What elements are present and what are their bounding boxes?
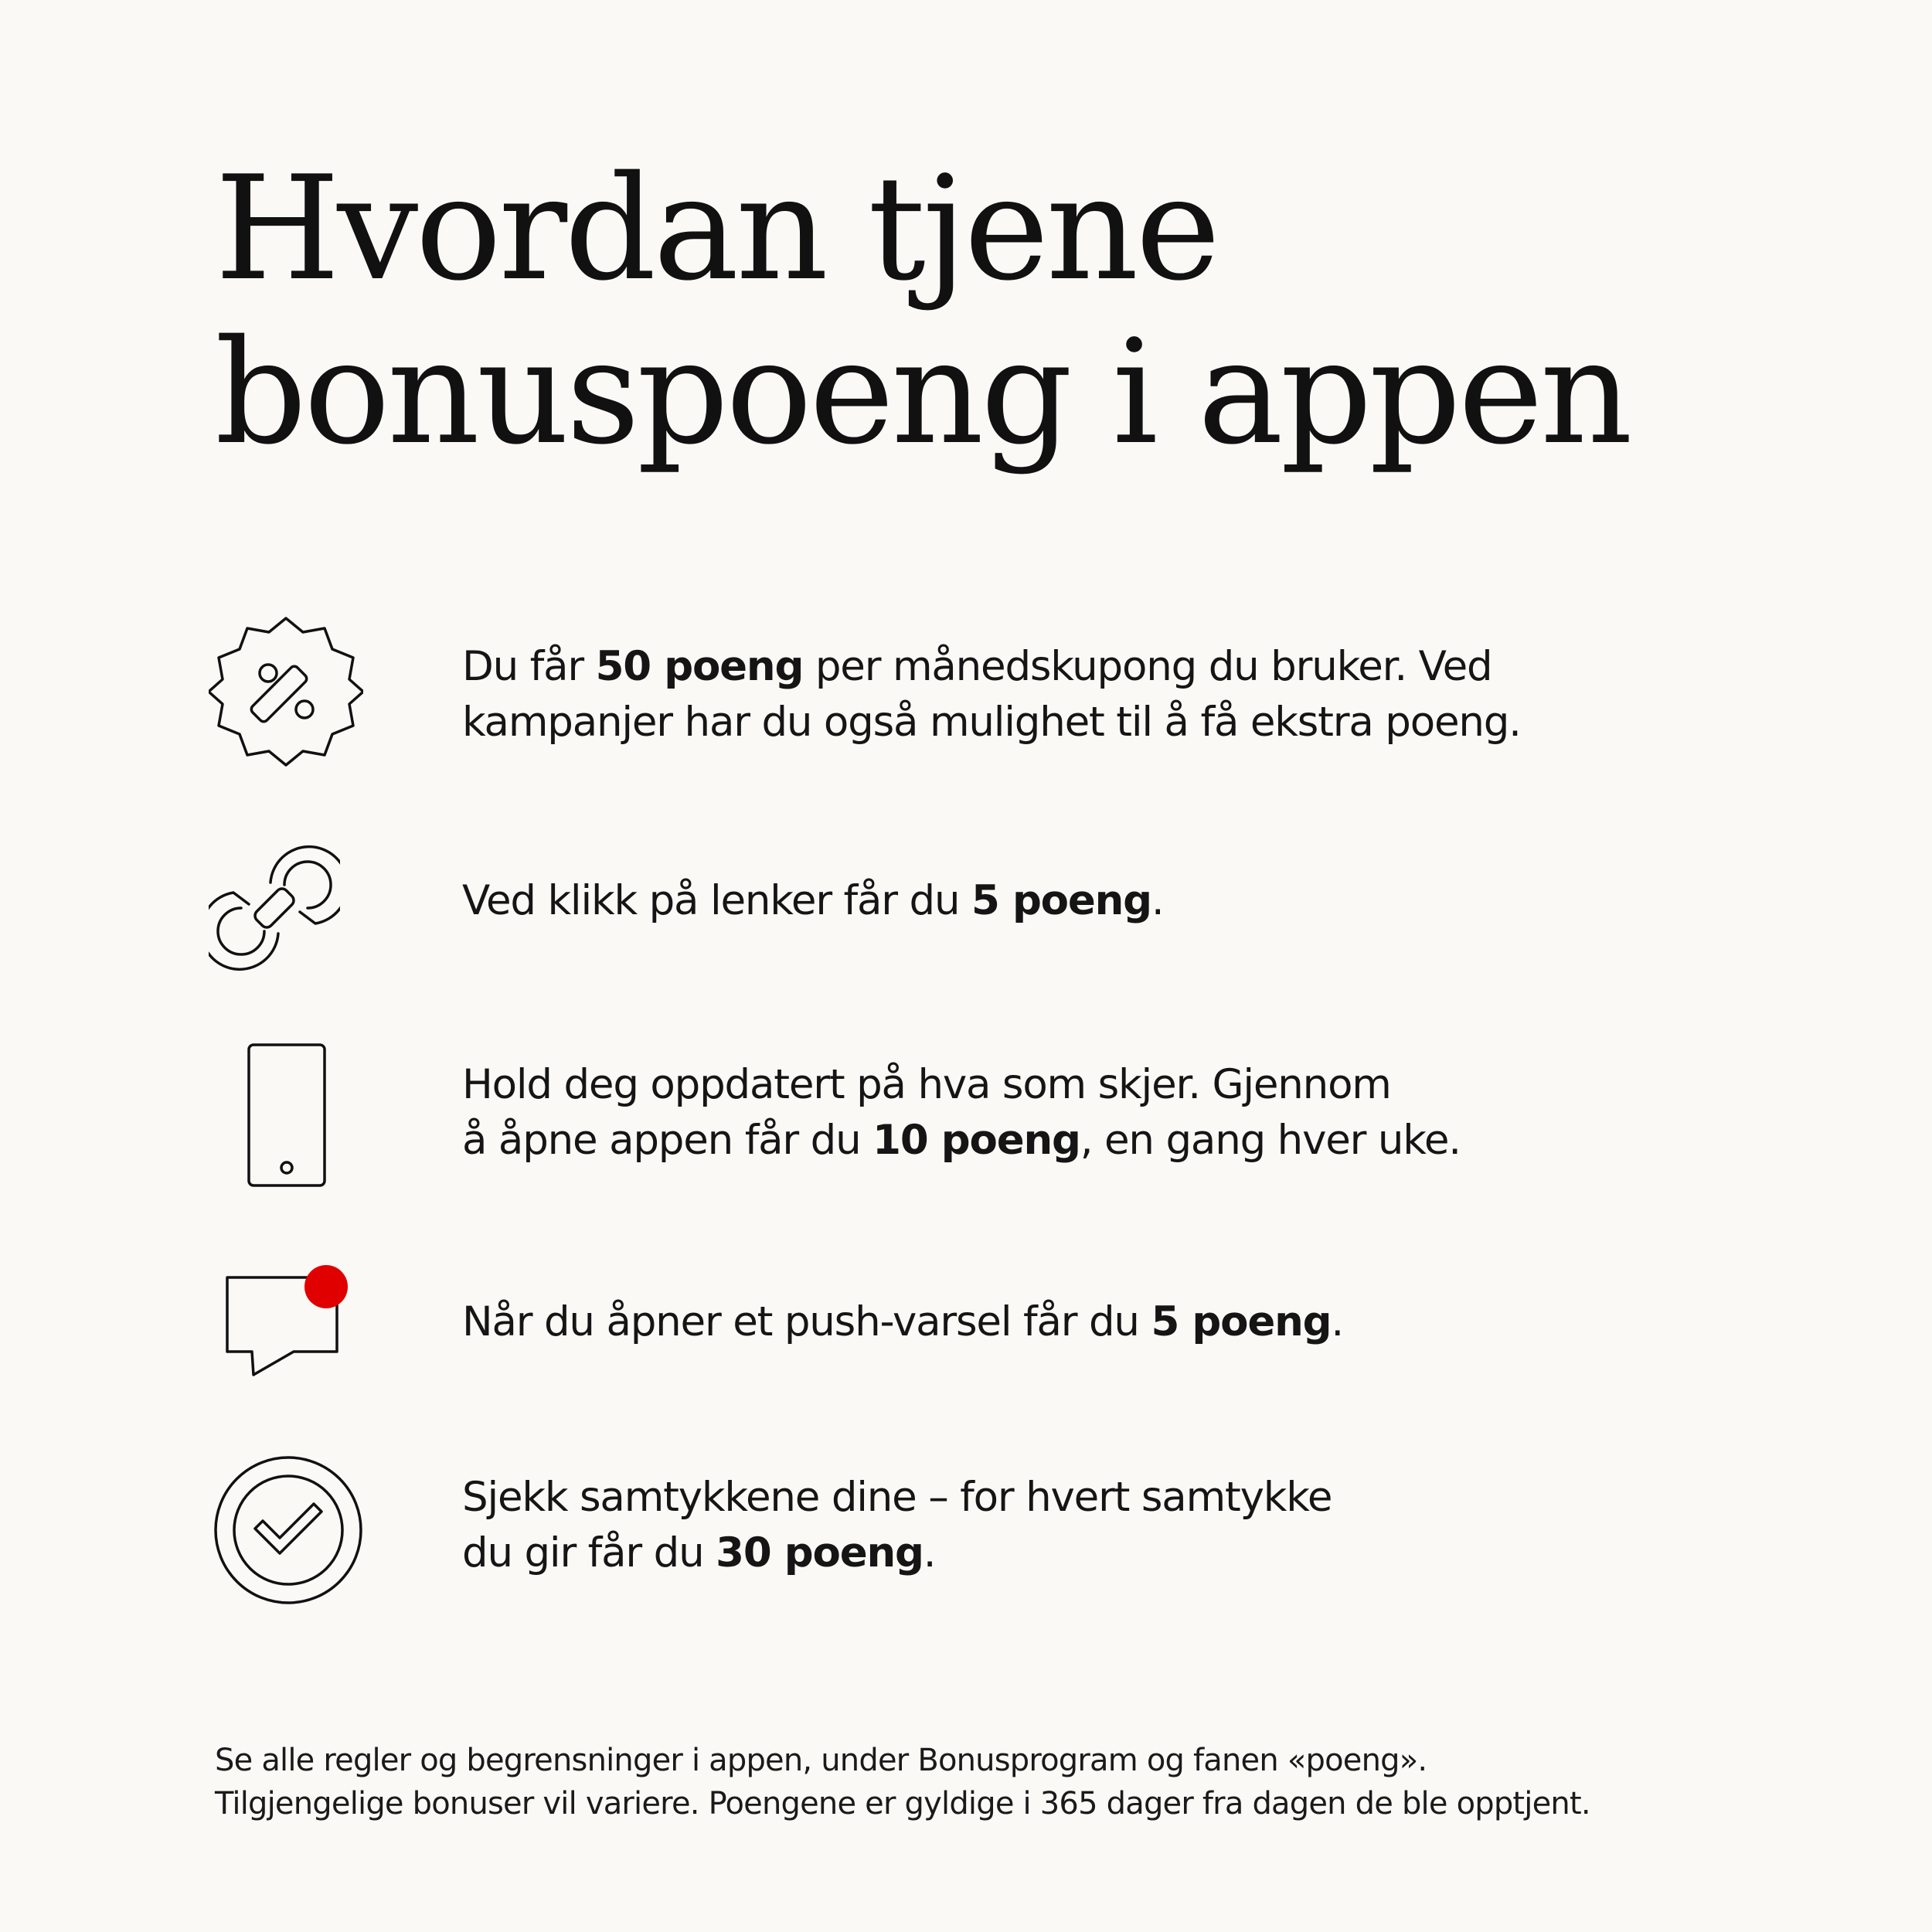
footer-line-1: Se alle regler og begrensninger i appen, under Bonusprogram og fanen «poeng».	[215, 1743, 1427, 1778]
bonus-item-push-text: Når du åpner et push-varsel får du 5 poeng.	[462, 1298, 1344, 1345]
bonus-item-links-text: Ved klikk på lenker får du 5 poeng.	[462, 877, 1164, 924]
bonus-item-coupon-text: Du får 50 poeng per månedskupong du bruker. Ved kampanjer har du også mulighet til å få ekstra poeng.	[462, 643, 1521, 746]
percent-badge-icon	[209, 614, 367, 769]
notification-message-icon	[209, 1264, 367, 1379]
page-title	[215, 147, 1630, 474]
title-line-1: Hvordan tjene	[215, 145, 1218, 312]
bonus-item-app-open-text: Hold deg oppdatert på hva som skjer. Gjennom å åpne appen får du 10 poeng, en gang hver uke.	[462, 1061, 1461, 1164]
bonus-item-consents-text: Sjekk samtykkene dine – for hvert samtykke du gir får du 30 poeng.	[462, 1474, 1332, 1577]
notification-dot	[304, 1265, 348, 1308]
smartphone-icon	[209, 1042, 367, 1189]
footer-line-2: Tilgjengelige bonuser vil variere. Poengene er gyldige i 365 dager fra dagen de ble opptjent.	[215, 1786, 1590, 1821]
check-circle-icon	[209, 1453, 367, 1607]
title-line-2: bonuspoeng i appen	[215, 308, 1630, 476]
footer-note	[215, 1739, 1590, 1825]
link-icon	[209, 842, 367, 974]
